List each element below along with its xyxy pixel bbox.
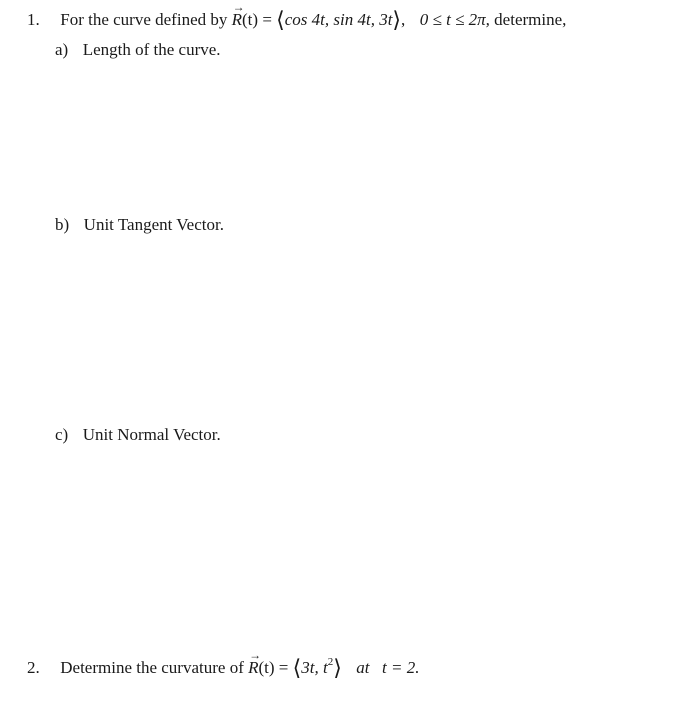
vector-arg: (t) bbox=[242, 10, 259, 29]
vector-function bbox=[248, 648, 420, 680]
question-2 bbox=[27, 648, 420, 680]
part-label: a) bbox=[55, 40, 69, 59]
evaluation-point: t = 2. bbox=[382, 658, 420, 677]
part-text: Unit Tangent Vector. bbox=[83, 215, 224, 234]
right-angle: ⟩ bbox=[333, 655, 342, 680]
vector-function bbox=[231, 0, 495, 32]
vector-r: → R bbox=[248, 648, 262, 677]
equals-sign: = bbox=[262, 10, 272, 29]
part-label: b) bbox=[55, 215, 70, 234]
vector-arg: (t) bbox=[258, 658, 275, 677]
question-number: 1. bbox=[27, 10, 40, 29]
part-label: c) bbox=[55, 425, 69, 444]
right-angle: ⟩ bbox=[392, 7, 402, 32]
part-text: Unit Normal Vector. bbox=[82, 425, 221, 444]
at-word: at bbox=[356, 658, 370, 677]
left-angle: ⟨ bbox=[276, 7, 285, 32]
part-a bbox=[55, 40, 221, 60]
question-number: 2. bbox=[27, 658, 40, 677]
left-angle: ⟨ bbox=[292, 655, 302, 680]
exponent: 2 bbox=[327, 656, 334, 668]
vector-components: 3t, t bbox=[301, 658, 328, 677]
question-intro: For the curve defined by bbox=[60, 10, 228, 29]
part-c bbox=[55, 425, 221, 445]
equals-sign: = bbox=[278, 658, 289, 677]
vector-r: → R bbox=[231, 0, 245, 29]
question-1 bbox=[27, 0, 567, 32]
vector-components: cos 4t, sin 4t, 3t bbox=[284, 10, 393, 29]
domain-condition: 0 ≤ t ≤ 2π, bbox=[419, 10, 490, 29]
comma: , bbox=[401, 10, 406, 29]
question-intro: Determine the curvature of bbox=[60, 658, 244, 677]
part-text: Length of the curve. bbox=[82, 40, 221, 59]
question-tail: determine, bbox=[494, 10, 567, 29]
part-b bbox=[55, 215, 224, 235]
